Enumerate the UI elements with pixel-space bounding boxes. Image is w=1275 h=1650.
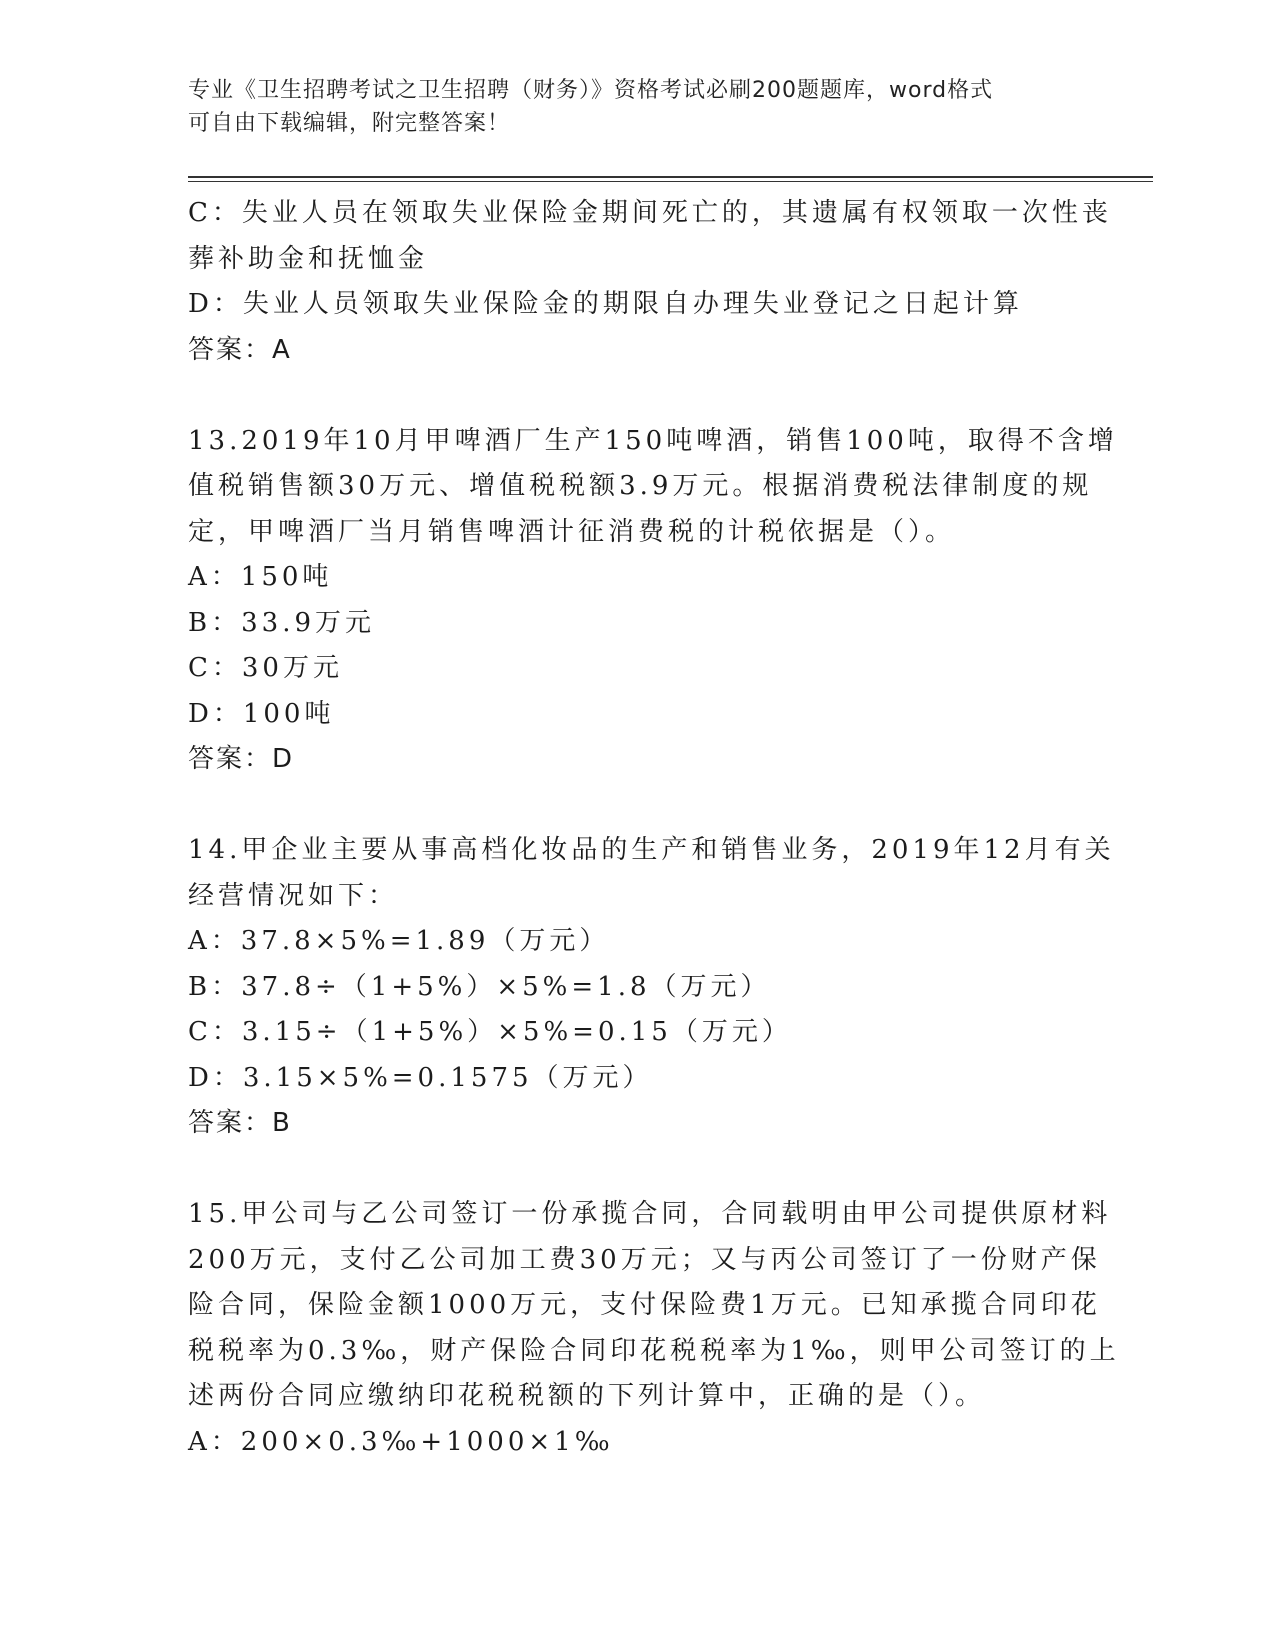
answer-label: 答案：B [188,1108,292,1138]
option-d: D：3.15×5%=0.1575（万元） [188,1062,653,1093]
header-title-line-1: 专业《卫生招聘考试之卫生招聘（财务）》资格考试必刷200题题库，word格式 [188,78,994,103]
option-c: C：失业人员在领取失业保险金期间死亡的，其遗属有权领取一次性丧 [188,198,1112,228]
option-b: B：37.8÷（1+5%）×5%=1.8（万元） [188,971,771,1002]
option-c-continued: 葬补助金和抚恤金 [188,243,429,274]
option-c: C：30万元 [188,653,343,683]
question-13 [188,419,1118,783]
question-stem-continued: 值税销售额30万元、增值税税额3.9万元。根据消费税法律制度的规 [188,471,1093,501]
answer-label: 答案：D [188,744,295,774]
question-15 [188,1192,1120,1465]
question-stem-continued: 险合同，保险金额1000万元，支付保险费1万元。已知承揽合同印花 [188,1290,1101,1320]
document-header [188,74,1068,140]
option-a: A：37.8×5%=1.89（万元） [188,926,610,956]
header-divider-thick [188,176,1153,178]
question-14 [188,828,1115,1147]
answer-label: 答案：A [188,334,292,365]
header-divider-thin [188,181,1153,182]
option-b: B：33.9万元 [188,607,375,638]
option-c: C：3.15÷（1+5%）×5%=0.15（万元） [188,1017,792,1047]
spacer [188,783,1068,829]
spacer [188,1147,1068,1193]
question-stem: 13.2019年10月甲啤酒厂生产150吨啤酒，销售100吨，取得不含增 [188,425,1118,456]
option-d: D：失业人员领取失业保险金的期限自办理失业登记之日起计算 [188,289,1023,319]
option-d: D：100吨 [188,698,335,729]
option-a: A：150吨 [188,562,333,592]
question-stem-continued: 税税率为0.3‰，财产保险合同印花税税率为1‰，则甲公司签订的上 [188,1335,1120,1366]
question-stem-continued: 述两份合同应缴纳印花税税额的下列计算中，正确的是（）。 [188,1381,986,1411]
option-a: A：200×0.3‰+1000×1‰ [188,1426,614,1457]
question-12-tail [188,191,1112,373]
question-content [188,191,1120,1465]
question-stem-continued: 200万元，支付乙公司加工费30万元；又与丙公司签订了一份财产保 [188,1244,1101,1275]
header-title-line-2: 可自由下载编辑，附完整答案！ [188,111,511,136]
spacer [188,373,1068,419]
question-stem-continued: 定，甲啤酒厂当月销售啤酒计征消费税的计税依据是（）。 [188,516,956,547]
question-stem-continued: 经营情况如下： [188,880,399,911]
question-stem: 14.甲企业主要从事高档化妆品的生产和销售业务，2019年12月有关 [188,835,1115,865]
question-stem: 15.甲公司与乙公司签订一份承揽合同，合同载明由甲公司提供原材料 [188,1199,1112,1229]
